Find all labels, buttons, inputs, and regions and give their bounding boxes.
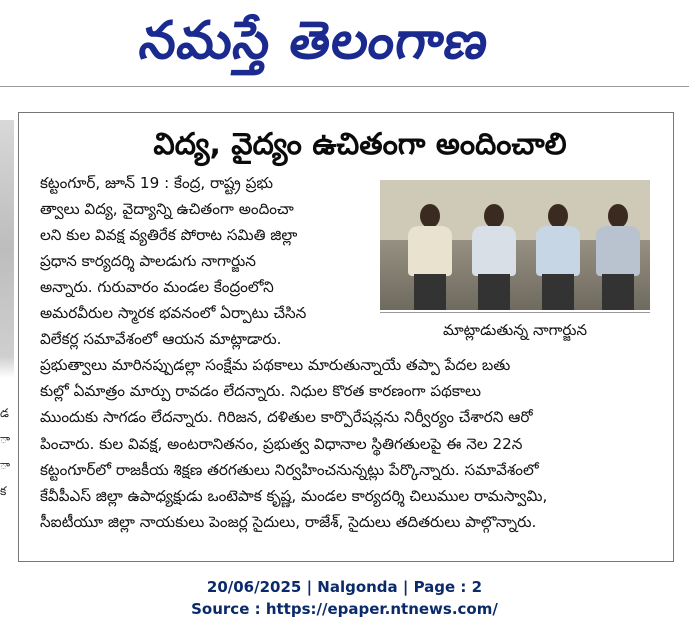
edition-info: 20/06/2025 | Nalgonda | Page : 2: [206, 578, 483, 596]
masthead-logo: నమస్తే తెలంగాణ: [135, 11, 493, 71]
adjacent-fragment: ా: [0, 458, 11, 472]
article-headline: విద్య, వైద్యం ఉచితంగా అందించాలి: [153, 127, 567, 162]
article-photo: [380, 180, 650, 310]
article-body-bottom: [40, 352, 660, 535]
clipping-footer: [0, 576, 689, 620]
person-figure: [468, 200, 520, 310]
body-line: విలేకర్ల సమావేశంలో ఆయన మాట్లాడారు.: [40, 330, 282, 348]
body-line: కట్టంగూర్‌లో రాజకీయ శిక్షణ తరగతులు నిర్వహించనున్నట్లు పేర్కొన్నారు. సమావేశంలో: [40, 460, 539, 479]
adjacent-fragment: క: [0, 484, 7, 498]
photo-caption: మాట్లాడుతున్న నాగార్జున: [380, 312, 650, 347]
person-figure: [404, 200, 456, 310]
body-line: అమరవీరుల స్మారక భవనంలో ఏర్పాటు చేసిన: [40, 304, 307, 322]
body-line: కట్టంగూర్, జూన్ 19 : కేంద్ర, రాష్ట్ర ప్రభు: [40, 174, 274, 192]
body-line: త్వాలు విద్య, వైద్యాన్ని ఉచితంగా అందించా: [40, 200, 294, 218]
body-line: సీఐటీయూ జిల్లా నాయకులు పెంజర్ల సైదులు, రాజేశ్, సైదులు తదితరులు పాల్గొన్నారు.: [40, 513, 537, 532]
adjacent-fragment: డ: [0, 406, 9, 420]
body-line: అన్నారు. గురువారం మండల కేంద్రంలోని: [40, 278, 274, 296]
adjacent-fragment: ా: [0, 432, 11, 446]
body-line: ప్రధాన కార్యదర్శి పాలడుగు నాగార్జున: [40, 252, 256, 270]
article-body-top: [40, 170, 375, 352]
body-line: కుల్లో ఏమాత్రం మార్పు రావడం లేదన్నారు. నిధుల కొరత కారణంగా పథకాలు: [40, 382, 482, 401]
person-figure: [532, 200, 584, 310]
source-link[interactable]: Source : https://epaper.ntnews.com/: [191, 600, 498, 618]
person-figure: [592, 200, 644, 310]
body-line: లని కుల వివక్ష వ్యతిరేక పోరాట సమితి జిల్లా: [40, 226, 298, 244]
body-line: పించారు. కుల వివక్ష, అంటరానితనం, ప్రభుత్వ విధానాల స్థితిగతులపై ఈ నెల 22న: [40, 434, 523, 453]
body-line: ప్రభుత్వాలు మారినప్పుడల్లా సంక్షేమ పథకాలు మారుతున్నాయే తప్పా పేదల బతు: [40, 356, 511, 374]
divider: [0, 86, 689, 87]
body-line: ముందుకు సాగడం లేదన్నారు. గిరిజన, దళితుల కార్పొరేషన్లను నిర్వీర్యం చేశారని ఆరో: [40, 408, 533, 427]
body-line: కేవీపీఎస్ జిల్లా ఉపాధ్యక్షుడు ఒంటెపాక కృష్ణ, మండల కార్యదర్శి చిలుముల రామస్వామి,: [40, 486, 548, 505]
adjacent-article-text: [0, 400, 14, 504]
